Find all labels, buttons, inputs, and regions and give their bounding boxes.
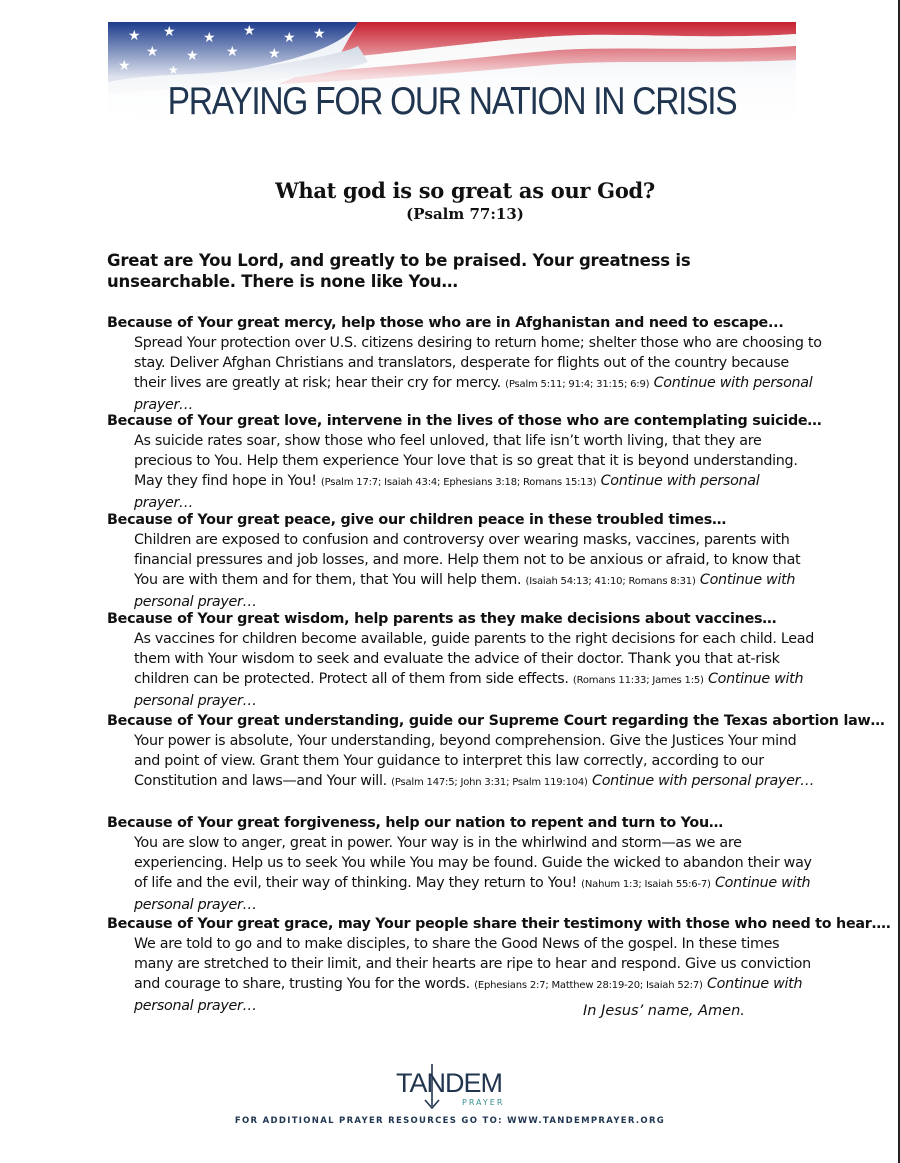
scripture-refs: (Romans 11:33; James 1:5): [572, 675, 704, 686]
scripture-refs: (Isaiah 54:13; 41:10; Romans 8:31): [525, 576, 696, 587]
prayer-section: [107, 411, 822, 513]
section-heading: Because of Your great grace, may Your people share their testimony with those who need to hear….: [107, 916, 891, 932]
section-body: [107, 333, 822, 415]
title-reference: (Psalm 77:13): [406, 205, 524, 223]
section-heading: Because of Your great mercy, help those who are in Afghanistan and need to escape...: [107, 315, 784, 331]
prayer-section: [107, 914, 891, 1016]
prayer-section: [107, 313, 822, 415]
section-text: You are slow to anger, great in power. Your way is in the whirlwind and storm—as we are experiencing. Help us to seek You while You may be found. Guide the wicked to abandon their way of life and the evil, their way of thinking. May they return to You!: [134, 835, 812, 891]
continue-prompt: Continue with personal prayer…: [134, 671, 804, 709]
prayer-section: [107, 813, 822, 915]
prayer-section: [107, 609, 822, 711]
scripture-refs: (Psalm 147:5; John 3:31; Psalm 119:104): [391, 777, 588, 788]
page-title: What god is so great as our God?: [275, 178, 655, 203]
section-heading: Because of Your great love, intervene in the lives of those who are contemplating suicide…: [107, 413, 822, 429]
closing-line: In Jesus’ name, Amen.: [583, 1003, 745, 1019]
continue-prompt: Continue with personal prayer…: [134, 875, 811, 913]
banner-title: PRAYING FOR OUR NATION IN CRISIS: [167, 80, 737, 122]
continue-prompt: Continue with personal prayer…: [134, 375, 813, 413]
intro-paragraph: Great are You Lord, and greatly to be praised. Your greatness is unsearchable. There is none like You…: [107, 251, 691, 291]
section-text: Children are exposed to confusion and controversy over wearing masks, vaccines, parents with financial pressures and job losses, and more. Help them not to be anxious or afraid, to know that You are with them and for them, that You will help them.: [134, 532, 801, 588]
prayer-section: [107, 510, 822, 612]
header-banner: [108, 22, 796, 122]
section-body: [107, 530, 822, 612]
scripture-refs: (Psalm 5:11; 91:4; 31:15; 6:9): [505, 379, 650, 390]
logo-subtitle: PRAYER: [462, 1098, 505, 1107]
continue-prompt: Continue with personal prayer…: [134, 976, 803, 1014]
tandem-logo: [396, 1062, 516, 1112]
section-body: [107, 833, 822, 915]
logo-wordmark: TANDEM: [396, 1068, 502, 1098]
section-body: [107, 731, 822, 793]
section-heading: Because of Your great forgiveness, help our nation to repent and turn to You…: [107, 815, 723, 831]
section-body: [107, 431, 822, 513]
section-heading: Because of Your great wisdom, help parents as they make decisions about vaccines…: [107, 611, 777, 627]
title-block: [0, 178, 900, 223]
section-text: We are told to go and to make disciples, to share the Good News of the gospel. In these times many are stretched to their limit, and their hearts are ripe to hear and respond. Give us conviction and courage to share, trusting You for the words.: [134, 936, 811, 992]
section-text: As vaccines for children become available, guide parents to the right decisions for each child. Lead them with Your wisdom to seek and evaluate the advice of their doctor. Thank you that at-risk children can be protected. Protect all of them from side effects.: [134, 631, 814, 687]
section-text: As suicide rates soar, show those who feel unloved, that life isn’t worth living, that they are precious to You. Help them experience Your love that is so great that it is beyond understanding. May they find hope in You!: [134, 433, 798, 489]
section-heading: Because of Your great understanding, guide our Supreme Court regarding the Texas abortion law…: [107, 713, 885, 729]
continue-prompt: Continue with personal prayer…: [134, 473, 760, 511]
section-body: [107, 629, 822, 711]
footer-resources: FOR ADDITIONAL PRAYER RESOURCES GO TO: WWW.TANDEMPRAYER.ORG: [234, 1116, 666, 1126]
section-text: Spread Your protection over U.S. citizens desiring to return home; shelter those who are choosing to stay. Deliver Afghan Christians and translators, desperate for flights out of the country because their lives are greatly at risk; hear their cry for mercy.: [134, 335, 822, 391]
prayer-section: [107, 711, 885, 793]
section-text: Your power is absolute, Your understanding, beyond comprehension. Give the Justices Your mind and point of view. Grant them Your guidance to interpret this law correctly, according to our Constitution and laws—and Your will.: [134, 733, 797, 789]
continue-prompt: Continue with personal prayer…: [134, 572, 796, 610]
scripture-refs: (Ephesians 2:7; Matthew 28:19-20; Isaiah 52:7): [474, 980, 703, 991]
scripture-refs: (Psalm 17:7; Isaiah 43:4; Ephesians 3:18; Romans 15:13): [320, 477, 597, 488]
scripture-refs: (Nahum 1:3; Isaiah 55:6-7): [581, 879, 711, 890]
continue-prompt: Continue with personal prayer…: [592, 773, 815, 789]
section-heading: Because of Your great peace, give our children peace in these troubled times…: [107, 512, 726, 528]
